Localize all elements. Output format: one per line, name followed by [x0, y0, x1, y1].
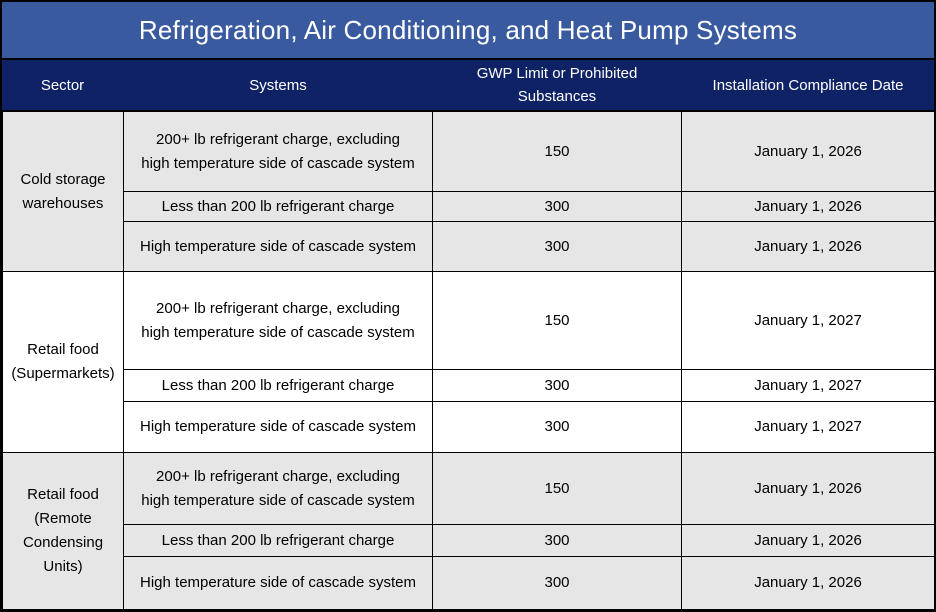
sector-line: Cold storage [20, 170, 106, 188]
header-gwp-line: GWP Limit or Prohibited [476, 65, 638, 82]
system-cell [124, 192, 433, 222]
gwp-cell: 300 [433, 222, 682, 272]
date-cell: January 1, 2027 [682, 370, 935, 402]
sector-cell [3, 453, 124, 610]
system-line: High temperature side of cascade system [140, 237, 416, 255]
gwp-cell: 150 [433, 272, 682, 370]
date-cell: January 1, 2027 [682, 402, 935, 453]
date-cell: January 1, 2026 [682, 112, 935, 192]
table-row [3, 453, 935, 525]
system-cell [124, 112, 433, 192]
header-sector: Sector [40, 76, 85, 94]
sector-line: Retail food [27, 486, 99, 503]
table-title: Refrigeration, Air Conditioning, and Heat Pump Systems [2, 2, 934, 58]
gwp-cell: 300 [433, 370, 682, 402]
date-cell: January 1, 2026 [682, 525, 935, 557]
table-row [3, 402, 935, 453]
date-cell: January 1, 2026 [682, 192, 935, 222]
system-cell [124, 453, 433, 525]
system-line: High temperature side of cascade system [140, 418, 416, 435]
header-gwp [433, 60, 681, 110]
sector-cell [3, 272, 124, 453]
sector-line: (Supermarkets) [11, 365, 115, 382]
system-cell [124, 370, 433, 402]
sector-line: Condensing [22, 534, 104, 551]
sector-line: Units) [43, 558, 83, 575]
table-row [3, 557, 935, 610]
system-cell [124, 222, 433, 272]
sector-line: warehouses [22, 194, 104, 212]
sector-line: Retail food [27, 341, 99, 358]
system-cell [124, 272, 433, 370]
system-line: 200+ lb refrigerant charge, excluding [156, 130, 400, 148]
table-row [3, 192, 935, 222]
table-row [3, 272, 935, 370]
table-row [3, 370, 935, 402]
date-cell: January 1, 2026 [682, 557, 935, 610]
date-cell: January 1, 2026 [682, 453, 935, 525]
table-body [3, 112, 935, 610]
table-row [3, 525, 935, 557]
gwp-cell: 300 [433, 192, 682, 222]
date-cell: January 1, 2026 [682, 222, 935, 272]
system-cell [124, 525, 433, 557]
table-row [3, 222, 935, 272]
gwp-cell: 300 [433, 525, 682, 557]
system-line: High temperature side of cascade system [140, 574, 416, 591]
system-line: Less than 200 lb refrigerant charge [161, 376, 395, 394]
header-gwp-line: Substances [517, 88, 597, 105]
system-line: 200+ lb refrigerant charge, excluding [156, 467, 400, 485]
system-cell [124, 402, 433, 453]
header-systems: Systems [249, 76, 307, 94]
system-line: high temperature side of cascade system [141, 154, 415, 172]
table-row [3, 112, 935, 192]
data-table [2, 111, 935, 610]
sector-cell [3, 112, 124, 272]
system-line: 200+ lb refrigerant charge, excluding [156, 299, 400, 317]
system-line: Less than 200 lb refrigerant charge [161, 197, 395, 215]
sector-line: (Remote [34, 510, 92, 527]
gwp-cell: 150 [433, 453, 682, 525]
system-line: Less than 200 lb refrigerant charge [161, 531, 395, 549]
gwp-cell: 300 [433, 402, 682, 453]
gwp-cell: 150 [433, 112, 682, 192]
header-row [2, 60, 934, 110]
system-cell [124, 557, 433, 610]
system-line: high temperature side of cascade system [141, 491, 415, 509]
gwp-cell: 300 [433, 557, 682, 610]
system-line: high temperature side of cascade system [141, 323, 415, 341]
date-cell: January 1, 2027 [682, 272, 935, 370]
header-date: Installation Compliance Date [712, 76, 904, 94]
